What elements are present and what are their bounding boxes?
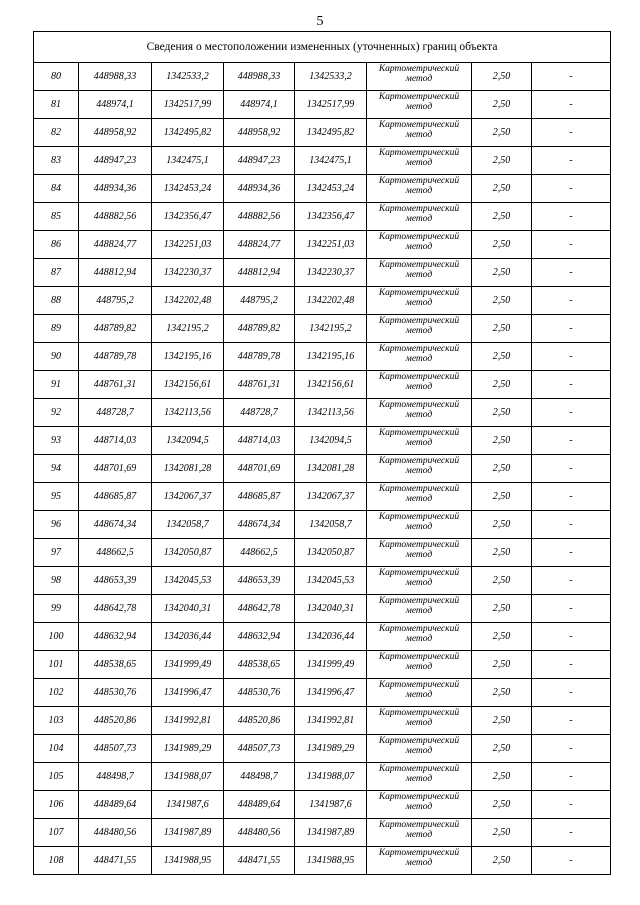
method-cell: Картометрический метод	[367, 371, 472, 399]
description-cell: -	[532, 287, 611, 315]
existing-x-cell: 448480,56	[79, 819, 152, 847]
accuracy-cell: 2,50	[472, 679, 532, 707]
existing-y-cell: 1342453,24	[152, 175, 224, 203]
new-x-cell: 448974,1	[224, 91, 295, 119]
point-number-cell: 108	[34, 847, 79, 875]
point-number-cell: 87	[34, 259, 79, 287]
existing-y-cell: 1342195,2	[152, 315, 224, 343]
new-y-cell: 1341989,29	[295, 735, 367, 763]
existing-y-cell: 1341992,81	[152, 707, 224, 735]
table-title-row	[34, 32, 611, 63]
new-x-cell: 448701,69	[224, 455, 295, 483]
description-cell: -	[532, 259, 611, 287]
accuracy-cell: 2,50	[472, 91, 532, 119]
existing-x-cell: 448653,39	[79, 567, 152, 595]
new-y-cell: 1341987,6	[295, 791, 367, 819]
table-row	[34, 371, 611, 399]
accuracy-cell: 2,50	[472, 343, 532, 371]
new-y-cell: 1341992,81	[295, 707, 367, 735]
new-x-cell: 448761,31	[224, 371, 295, 399]
existing-x-cell: 448882,56	[79, 203, 152, 231]
accuracy-cell: 2,50	[472, 427, 532, 455]
method-cell: Картометрический метод	[367, 511, 472, 539]
accuracy-cell: 2,50	[472, 259, 532, 287]
new-y-cell: 1342251,03	[295, 231, 367, 259]
existing-x-cell: 448789,82	[79, 315, 152, 343]
point-number-cell: 103	[34, 707, 79, 735]
description-cell: -	[532, 175, 611, 203]
existing-y-cell: 1342230,37	[152, 259, 224, 287]
page-number: 5	[316, 14, 324, 29]
new-x-cell: 448988,33	[224, 63, 295, 91]
existing-x-cell: 448795,2	[79, 287, 152, 315]
table-row	[34, 707, 611, 735]
accuracy-cell: 2,50	[472, 147, 532, 175]
method-cell: Картометрический метод	[367, 539, 472, 567]
point-number-cell: 97	[34, 539, 79, 567]
new-y-cell: 1342195,16	[295, 343, 367, 371]
table-row	[34, 791, 611, 819]
point-number-cell: 89	[34, 315, 79, 343]
point-number-cell: 104	[34, 735, 79, 763]
new-y-cell: 1342067,37	[295, 483, 367, 511]
accuracy-cell: 2,50	[472, 847, 532, 875]
existing-y-cell: 1342195,16	[152, 343, 224, 371]
description-cell: -	[532, 483, 611, 511]
existing-y-cell: 1342067,37	[152, 483, 224, 511]
new-x-cell: 448662,5	[224, 539, 295, 567]
method-cell: Картометрический метод	[367, 119, 472, 147]
method-cell: Картометрический метод	[367, 399, 472, 427]
existing-y-cell: 1342050,87	[152, 539, 224, 567]
table-row	[34, 651, 611, 679]
point-number-cell: 86	[34, 231, 79, 259]
accuracy-cell: 2,50	[472, 763, 532, 791]
table-row	[34, 287, 611, 315]
description-cell: -	[532, 147, 611, 175]
new-y-cell: 1342050,87	[295, 539, 367, 567]
existing-y-cell: 1342475,1	[152, 147, 224, 175]
point-number-cell: 81	[34, 91, 79, 119]
description-cell: -	[532, 651, 611, 679]
new-y-cell: 1342475,1	[295, 147, 367, 175]
method-cell: Картометрический метод	[367, 707, 472, 735]
accuracy-cell: 2,50	[472, 735, 532, 763]
accuracy-cell: 2,50	[472, 539, 532, 567]
table-title: Сведения о местоположении измененных (уточненных) границ объекта	[34, 32, 611, 63]
point-number-cell: 91	[34, 371, 79, 399]
accuracy-cell: 2,50	[472, 203, 532, 231]
existing-y-cell: 1341987,89	[152, 819, 224, 847]
accuracy-cell: 2,50	[472, 287, 532, 315]
existing-x-cell: 448789,78	[79, 343, 152, 371]
table-row	[34, 427, 611, 455]
table-row	[34, 315, 611, 343]
description-cell: -	[532, 455, 611, 483]
existing-x-cell: 448674,34	[79, 511, 152, 539]
existing-x-cell: 448761,31	[79, 371, 152, 399]
table-row	[34, 763, 611, 791]
existing-y-cell: 1342081,28	[152, 455, 224, 483]
existing-x-cell: 448489,64	[79, 791, 152, 819]
new-y-cell: 1342533,2	[295, 63, 367, 91]
new-y-cell: 1342036,44	[295, 623, 367, 651]
table-row	[34, 819, 611, 847]
method-cell: Картометрический метод	[367, 63, 472, 91]
existing-y-cell: 1342156,61	[152, 371, 224, 399]
existing-x-cell: 448530,76	[79, 679, 152, 707]
table-row	[34, 63, 611, 91]
description-cell: -	[532, 119, 611, 147]
existing-y-cell: 1342045,53	[152, 567, 224, 595]
new-x-cell: 448789,78	[224, 343, 295, 371]
new-y-cell: 1342045,53	[295, 567, 367, 595]
accuracy-cell: 2,50	[472, 595, 532, 623]
new-x-cell: 448714,03	[224, 427, 295, 455]
point-number-cell: 107	[34, 819, 79, 847]
point-number-cell: 82	[34, 119, 79, 147]
point-number-cell: 96	[34, 511, 79, 539]
new-x-cell: 448642,78	[224, 595, 295, 623]
table-row	[34, 511, 611, 539]
accuracy-cell: 2,50	[472, 567, 532, 595]
new-x-cell: 448795,2	[224, 287, 295, 315]
method-cell: Картометрический метод	[367, 231, 472, 259]
new-x-cell: 448958,92	[224, 119, 295, 147]
existing-x-cell: 448701,69	[79, 455, 152, 483]
table-row	[34, 455, 611, 483]
accuracy-cell: 2,50	[472, 455, 532, 483]
new-y-cell: 1342230,37	[295, 259, 367, 287]
description-cell: -	[532, 735, 611, 763]
existing-x-cell: 448988,33	[79, 63, 152, 91]
method-cell: Картометрический метод	[367, 483, 472, 511]
description-cell: -	[532, 539, 611, 567]
description-cell: -	[532, 679, 611, 707]
description-cell: -	[532, 203, 611, 231]
method-cell: Картометрический метод	[367, 147, 472, 175]
new-y-cell: 1342058,7	[295, 511, 367, 539]
description-cell: -	[532, 315, 611, 343]
table-row	[34, 119, 611, 147]
existing-y-cell: 1342040,31	[152, 595, 224, 623]
existing-y-cell: 1342356,47	[152, 203, 224, 231]
table-row	[34, 679, 611, 707]
point-number-cell: 80	[34, 63, 79, 91]
accuracy-cell: 2,50	[472, 63, 532, 91]
method-cell: Картометрический метод	[367, 679, 472, 707]
existing-x-cell: 448958,92	[79, 119, 152, 147]
table-row	[34, 259, 611, 287]
description-cell: -	[532, 63, 611, 91]
description-cell: -	[532, 791, 611, 819]
new-x-cell: 448538,65	[224, 651, 295, 679]
existing-y-cell: 1341999,49	[152, 651, 224, 679]
method-cell: Картометрический метод	[367, 343, 472, 371]
existing-x-cell: 448642,78	[79, 595, 152, 623]
method-cell: Картометрический метод	[367, 595, 472, 623]
new-y-cell: 1342495,82	[295, 119, 367, 147]
new-x-cell: 448530,76	[224, 679, 295, 707]
description-cell: -	[532, 231, 611, 259]
existing-x-cell: 448471,55	[79, 847, 152, 875]
accuracy-cell: 2,50	[472, 819, 532, 847]
new-x-cell: 448632,94	[224, 623, 295, 651]
description-cell: -	[532, 623, 611, 651]
accuracy-cell: 2,50	[472, 651, 532, 679]
table-row	[34, 567, 611, 595]
table-row	[34, 623, 611, 651]
method-cell: Картометрический метод	[367, 287, 472, 315]
accuracy-cell: 2,50	[472, 791, 532, 819]
existing-x-cell: 448520,86	[79, 707, 152, 735]
description-cell: -	[532, 819, 611, 847]
point-number-cell: 88	[34, 287, 79, 315]
existing-y-cell: 1341988,95	[152, 847, 224, 875]
new-y-cell: 1341988,07	[295, 763, 367, 791]
existing-x-cell: 448538,65	[79, 651, 152, 679]
description-cell: -	[532, 707, 611, 735]
table-row	[34, 399, 611, 427]
accuracy-cell: 2,50	[472, 315, 532, 343]
table-row	[34, 847, 611, 875]
description-cell: -	[532, 567, 611, 595]
table-row	[34, 231, 611, 259]
new-x-cell: 448685,87	[224, 483, 295, 511]
description-cell: -	[532, 343, 611, 371]
table-row	[34, 175, 611, 203]
method-cell: Картометрический метод	[367, 175, 472, 203]
new-y-cell: 1342081,28	[295, 455, 367, 483]
existing-y-cell: 1342036,44	[152, 623, 224, 651]
new-y-cell: 1342453,24	[295, 175, 367, 203]
existing-x-cell: 448934,36	[79, 175, 152, 203]
point-number-cell: 83	[34, 147, 79, 175]
new-y-cell: 1342094,5	[295, 427, 367, 455]
new-y-cell: 1342202,48	[295, 287, 367, 315]
description-cell: -	[532, 847, 611, 875]
new-x-cell: 448728,7	[224, 399, 295, 427]
description-cell: -	[532, 427, 611, 455]
table-row	[34, 735, 611, 763]
method-cell: Картометрический метод	[367, 651, 472, 679]
new-x-cell: 448674,34	[224, 511, 295, 539]
new-y-cell: 1341988,95	[295, 847, 367, 875]
accuracy-cell: 2,50	[472, 119, 532, 147]
existing-y-cell: 1341989,29	[152, 735, 224, 763]
accuracy-cell: 2,50	[472, 483, 532, 511]
point-number-cell: 105	[34, 763, 79, 791]
existing-x-cell: 448812,94	[79, 259, 152, 287]
description-cell: -	[532, 399, 611, 427]
new-x-cell: 448824,77	[224, 231, 295, 259]
existing-y-cell: 1341988,07	[152, 763, 224, 791]
new-y-cell: 1342040,31	[295, 595, 367, 623]
new-y-cell: 1341996,47	[295, 679, 367, 707]
new-y-cell: 1341999,49	[295, 651, 367, 679]
description-cell: -	[532, 511, 611, 539]
method-cell: Картометрический метод	[367, 791, 472, 819]
point-number-cell: 92	[34, 399, 79, 427]
point-number-cell: 106	[34, 791, 79, 819]
method-cell: Картометрический метод	[367, 203, 472, 231]
method-cell: Картометрический метод	[367, 427, 472, 455]
description-cell: -	[532, 371, 611, 399]
existing-x-cell: 448974,1	[79, 91, 152, 119]
existing-y-cell: 1342495,82	[152, 119, 224, 147]
existing-y-cell: 1342094,5	[152, 427, 224, 455]
existing-y-cell: 1342202,48	[152, 287, 224, 315]
table-row	[34, 343, 611, 371]
method-cell: Картометрический метод	[367, 315, 472, 343]
point-number-cell: 84	[34, 175, 79, 203]
new-y-cell: 1342156,61	[295, 371, 367, 399]
method-cell: Картометрический метод	[367, 847, 472, 875]
table-row	[34, 203, 611, 231]
existing-x-cell: 448507,73	[79, 735, 152, 763]
existing-y-cell: 1342251,03	[152, 231, 224, 259]
accuracy-cell: 2,50	[472, 371, 532, 399]
new-x-cell: 448507,73	[224, 735, 295, 763]
method-cell: Картометрический метод	[367, 567, 472, 595]
point-number-cell: 100	[34, 623, 79, 651]
accuracy-cell: 2,50	[472, 623, 532, 651]
point-number-cell: 101	[34, 651, 79, 679]
accuracy-cell: 2,50	[472, 399, 532, 427]
new-x-cell: 448489,64	[224, 791, 295, 819]
new-x-cell: 448498,7	[224, 763, 295, 791]
method-cell: Картометрический метод	[367, 735, 472, 763]
table-row	[34, 147, 611, 175]
new-y-cell: 1341987,89	[295, 819, 367, 847]
table-row	[34, 539, 611, 567]
method-cell: Картометрический метод	[367, 455, 472, 483]
point-number-cell: 90	[34, 343, 79, 371]
new-y-cell: 1342356,47	[295, 203, 367, 231]
new-x-cell: 448947,23	[224, 147, 295, 175]
existing-y-cell: 1342058,7	[152, 511, 224, 539]
existing-x-cell: 448662,5	[79, 539, 152, 567]
point-number-cell: 99	[34, 595, 79, 623]
new-x-cell: 448789,82	[224, 315, 295, 343]
new-x-cell: 448934,36	[224, 175, 295, 203]
new-x-cell: 448812,94	[224, 259, 295, 287]
accuracy-cell: 2,50	[472, 511, 532, 539]
new-y-cell: 1342113,56	[295, 399, 367, 427]
accuracy-cell: 2,50	[472, 707, 532, 735]
point-number-cell: 85	[34, 203, 79, 231]
new-y-cell: 1342517,99	[295, 91, 367, 119]
new-x-cell: 448520,86	[224, 707, 295, 735]
method-cell: Картометрический метод	[367, 763, 472, 791]
method-cell: Картометрический метод	[367, 819, 472, 847]
new-x-cell: 448653,39	[224, 567, 295, 595]
table-row	[34, 91, 611, 119]
table-row	[34, 483, 611, 511]
boundary-coordinates-table	[33, 31, 611, 875]
point-number-cell: 98	[34, 567, 79, 595]
existing-x-cell: 448824,77	[79, 231, 152, 259]
existing-x-cell: 448947,23	[79, 147, 152, 175]
existing-x-cell: 448498,7	[79, 763, 152, 791]
point-number-cell: 94	[34, 455, 79, 483]
method-cell: Картометрический метод	[367, 91, 472, 119]
existing-y-cell: 1341996,47	[152, 679, 224, 707]
point-number-cell: 93	[34, 427, 79, 455]
new-x-cell: 448882,56	[224, 203, 295, 231]
existing-x-cell: 448714,03	[79, 427, 152, 455]
new-x-cell: 448480,56	[224, 819, 295, 847]
existing-y-cell: 1341987,6	[152, 791, 224, 819]
existing-y-cell: 1342517,99	[152, 91, 224, 119]
method-cell: Картометрический метод	[367, 259, 472, 287]
method-cell: Картометрический метод	[367, 623, 472, 651]
accuracy-cell: 2,50	[472, 231, 532, 259]
new-x-cell: 448471,55	[224, 847, 295, 875]
point-number-cell: 95	[34, 483, 79, 511]
existing-y-cell: 1342113,56	[152, 399, 224, 427]
new-y-cell: 1342195,2	[295, 315, 367, 343]
table-row	[34, 595, 611, 623]
description-cell: -	[532, 91, 611, 119]
description-cell: -	[532, 763, 611, 791]
existing-x-cell: 448685,87	[79, 483, 152, 511]
point-number-cell: 102	[34, 679, 79, 707]
existing-y-cell: 1342533,2	[152, 63, 224, 91]
description-cell: -	[532, 595, 611, 623]
existing-x-cell: 448728,7	[79, 399, 152, 427]
accuracy-cell: 2,50	[472, 175, 532, 203]
existing-x-cell: 448632,94	[79, 623, 152, 651]
